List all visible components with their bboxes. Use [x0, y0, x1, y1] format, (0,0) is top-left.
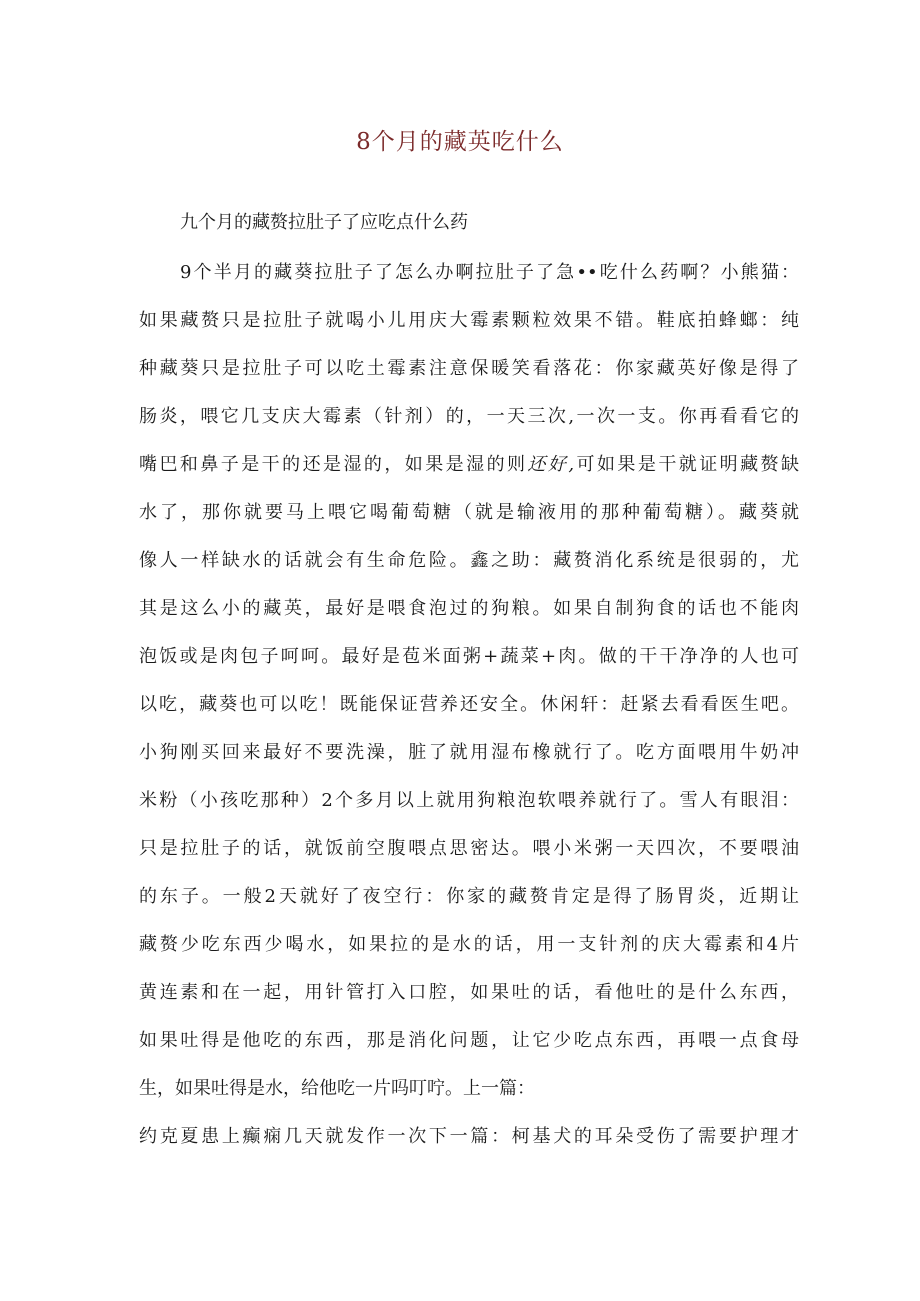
document-title: 8个月的藏英吃什么: [356, 129, 564, 155]
paragraph-line-text: 嘴巴和鼻子是干的还是湿的，如果是湿的则: [139, 454, 528, 475]
paragraph-line: 肠炎，喂它几支庆大霉素（针剂）的，一天三次,一次一支。你再看看它的: [139, 406, 799, 427]
paragraph-line: 9个半月的藏葵拉肚子了怎么办啊拉肚子了急••吃什么药啊？小熊猫：: [180, 262, 799, 283]
paragraph-line: 如果吐得是他吃的东西，那是消化问题，让它少吃点东西，再喂一点食母: [139, 1030, 799, 1051]
paragraph-line-tail: 可如果是干就证明藏赘缺: [574, 454, 799, 475]
paragraph-line: 小狗刚买回来最好不要洗澡，脏了就用湿布橡就行了。吃方面喂用牛奶冲: [139, 742, 799, 763]
paragraph-line: [139, 450, 799, 480]
paragraph-line: 水了，那你就要马上喂它喝葡萄糖（就是输液用的那种葡萄糖）。藏葵就: [139, 502, 799, 523]
italic-phrase: 还好,: [527, 454, 575, 475]
document-subtitle: 九个月的藏赘拉肚子了应吃点什么药: [180, 212, 468, 233]
paragraph-line: 生，如果吐得是水，给他吃一片吗叮咛。上一篇：: [139, 1078, 535, 1099]
paragraph-line: 约克夏患上癫痫几天就发作一次下一篇：柯基犬的耳朵受伤了需要护理才: [139, 1126, 799, 1147]
paragraph-line: 如果藏赘只是拉肚子就喝小儿用庆大霉素颗粒效果不错。鞋底拍蜂螂：纯: [139, 310, 799, 331]
paragraph-line: 种藏葵只是拉肚子可以吃土霉素注意保暖笑看落花：你家藏英好像是得了: [139, 358, 799, 379]
paragraph-line: 的东子。一般2天就好了夜空行：你家的藏赘肯定是得了肠胃炎，近期让: [139, 886, 799, 907]
paragraph-line: 以吃，藏葵也可以吃！既能保证营养还安全。休闲轩：赶紧去看看医生吧。: [139, 694, 799, 715]
paragraph-line: 黄连素和在一起，用针管打入口腔，如果吐的话，看他吐的是什么东西，: [139, 982, 799, 1003]
paragraph-line: 只是拉肚子的话，就饭前空腹喂点思密达。喂小米粥一天四次，不要喂油: [139, 838, 799, 859]
paragraph-line: 米粉（小孩吃那种）2个多月以上就用狗粮泡软喂养就行了。雪人有眼泪：: [139, 790, 799, 811]
paragraph-line: 像人一样缺水的话就会有生命危险。鑫之助：藏赘消化系统是很弱的，尤: [139, 550, 799, 571]
paragraph-line: 其是这么小的藏英，最好是喂食泡过的狗粮。如果自制狗食的话也不能肉: [139, 598, 799, 619]
paragraph-line: 藏赘少吃东西少喝水，如果拉的是水的话，用一支针剂的庆大霉素和4片: [139, 934, 799, 955]
paragraph-line: 泡饭或是肉包子呵呵。最好是苞米面粥+蔬菜+肉。做的干干净净的人也可: [139, 646, 799, 667]
